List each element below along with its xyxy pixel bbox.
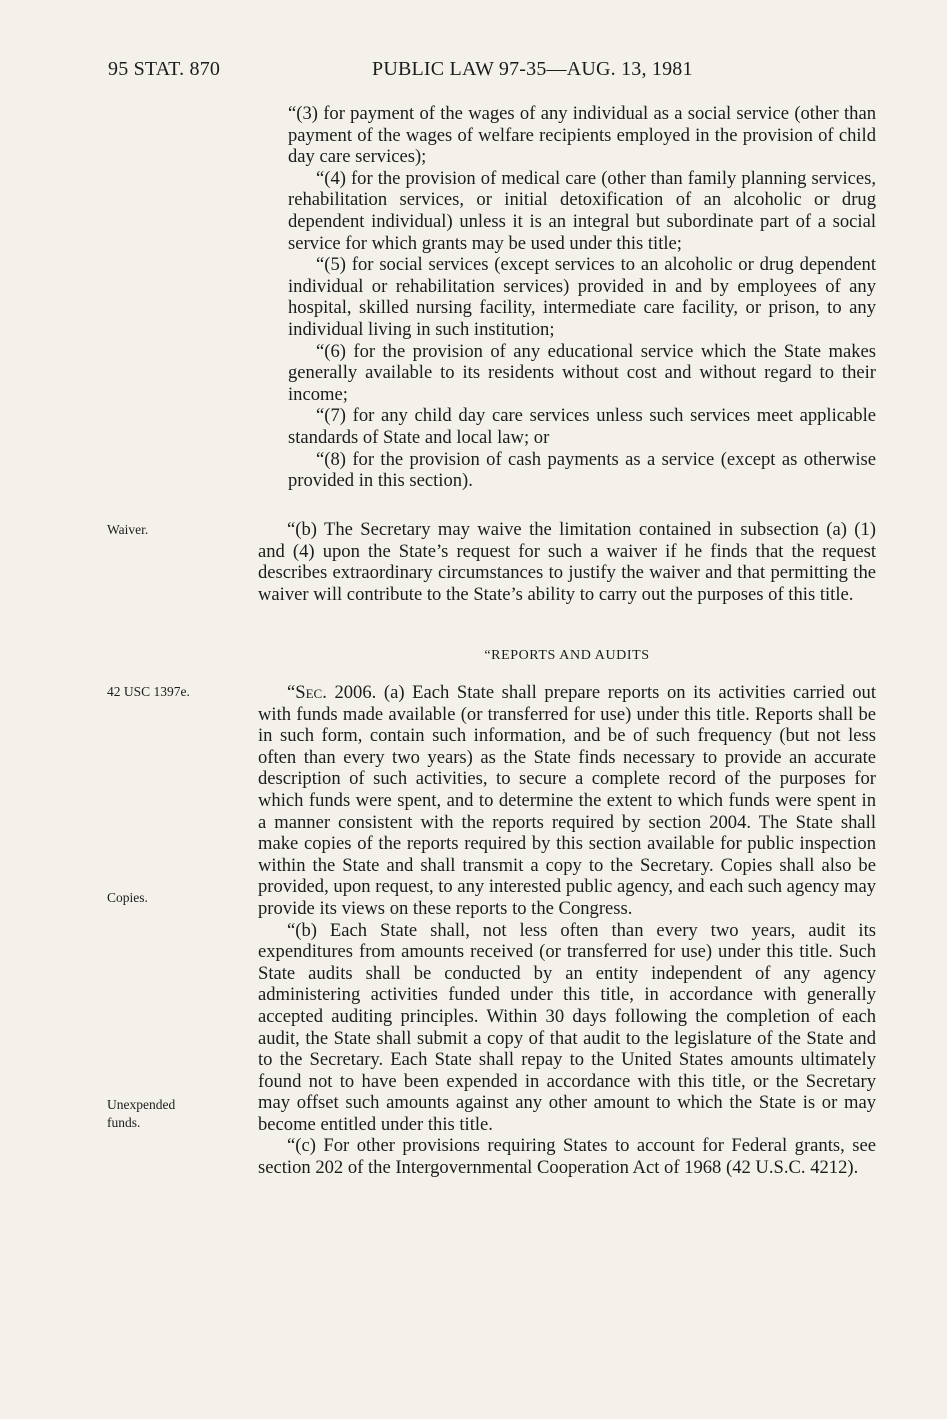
item-3: “(3) for payment of the wages of any individual as a social service (other than payment of the wages of welfare recipients employed in the provision of child day care services); — [288, 103, 876, 168]
law-title: PUBLIC LAW 97-35—AUG. 13, 1981 — [372, 58, 693, 80]
item-7: “(7) for any child day care services unless such services meet applicable standards of State and local law; or — [288, 405, 876, 448]
sec-open-quote: “ — [287, 682, 296, 703]
paragraph-c: “(c) For other provisions requiring States to account for Federal grants, see section 202 of the Intergovernmental Cooperation Act of 1968 (42 U.S.C. 4212). — [258, 1135, 876, 1179]
margin-note-waiver: Waiver. — [107, 522, 149, 537]
page-header — [0, 58, 947, 88]
item-6: “(6) for the provision of any educational service which the State makes generally available to its residents without cost and without regard to their income; — [288, 340, 876, 405]
margin-note-unexpended-line2: funds. — [107, 1115, 141, 1130]
margin-note-copies: Copies. — [107, 890, 148, 905]
stat-page-number: 95 STAT. 870 — [108, 58, 221, 80]
item-4: “(4) for the provision of medical care (other than family planning services, rehabilitation services, or initial detoxification of an alcoholic or drug dependent individual) unless it is an integral but subordinate part of a social service for which grants may be used under this title; — [288, 167, 876, 254]
section-2006-paragraph-a — [258, 682, 876, 920]
hanging-items — [258, 103, 876, 492]
margin-note-unexpended-funds — [107, 1096, 247, 1132]
heading-block — [258, 646, 876, 666]
waiver-block — [258, 519, 876, 605]
sec-label: Sec — [295, 682, 323, 703]
section-2006-text: . 2006. (a) Each State shall prepare reports on its activities carried out with funds made available (or transferred for use) under this title. Reports shall be in such form, contain such information, and be of such frequency (but not less often than every two years) as the State finds necessary to provide an accurate description of such activities, to secure a complete record of the purposes for which funds were spent, and to determine the extent to which funds were spent in a manner consistent with the reports required by section 2004. The State shall make copies of the reports required by this section available for public inspection within the State and shall transmit a copy to the Secretary. Copies shall also be provided, upon request, to any interested public agency, and each such agency may provide its views on these reports to the Congress. — [258, 682, 876, 919]
item-5: “(5) for social services (except services to an alcoholic or drug dependent individual or rehabilitation services) provided in and by employees of any hospital, skilled nursing facility, intermediate care facility, or prison, to any individual living in such institution; — [288, 254, 876, 340]
list-items-block — [258, 103, 876, 492]
reports-block — [258, 682, 876, 1179]
paragraph-b-waiver: “(b) The Secretary may waive the limitation contained in subsection (a) (1) and (4) upon the State’s request for such a waiver if he finds that the request describes extraordinary circumstances to justify the waiver and that permitting the waiver will contribute to the State’s ability to carry out the purposes of this title. — [258, 519, 876, 605]
item-8: “(8) for the provision of cash payments as a service (except as otherwise provided in this section). — [288, 448, 876, 492]
margin-note-usc-citation: 42 USC 1397e. — [107, 684, 190, 699]
section-heading: “REPORTS AND AUDITS — [484, 648, 650, 663]
margin-note-unexpended-line1: Unexpended — [107, 1097, 176, 1112]
paragraph-b-audit: “(b) Each State shall, not less often than every two years, audit its expenditures from amounts received (or transferred for use) under this title. Such State audits shall be conducted by an entity independent of any agency administering activities funded under this title, in accordance with generally accepted auditing principles. Within 30 days following the completion of each audit, the State shall submit a copy of that audit to the legislature of the State and to the Secretary. Each State shall repay to the United States amounts ultimately found not to have been expended in accordance with this title, or the Secretary may offset such amounts against any other amount to which the State is or may become entitled under this title. — [258, 919, 876, 1135]
